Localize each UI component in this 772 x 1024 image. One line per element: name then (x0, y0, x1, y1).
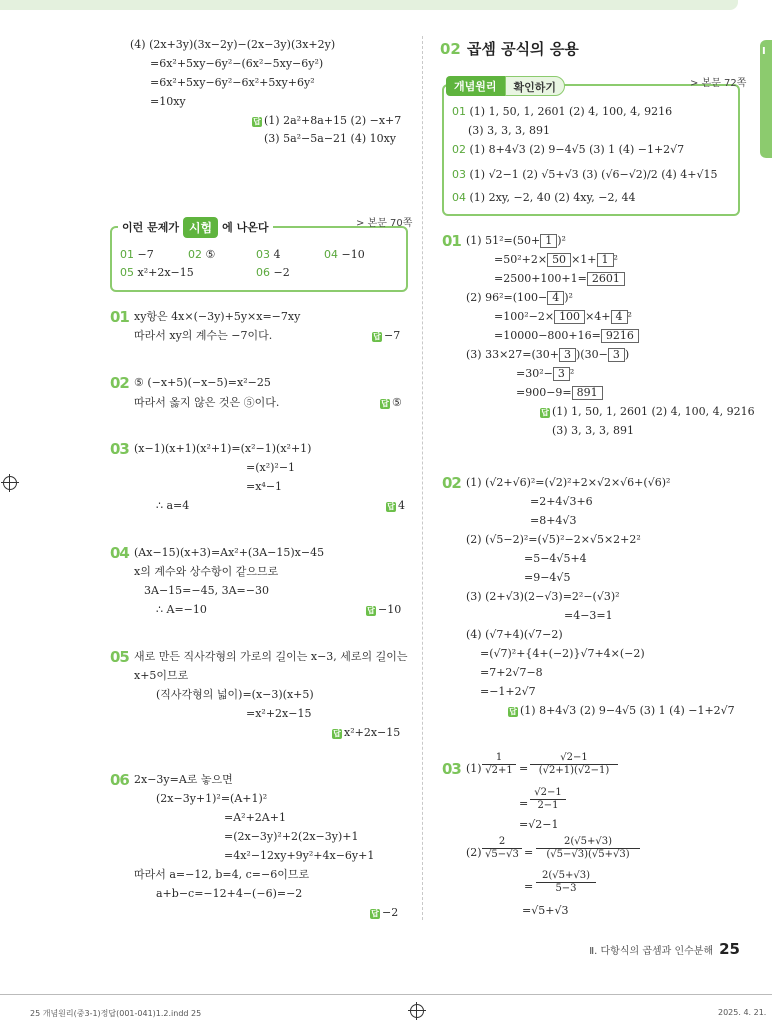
answer-badge-icon: 답 (367, 606, 375, 615)
chapter-footer: Ⅱ. 다항식의 곱셈과 인수분해 25 (589, 940, 740, 958)
q4-line: =6x²+5xy−6y²−(6x²−5xy−6y²) (150, 57, 324, 70)
crosshair-icon (410, 1004, 424, 1018)
exam-box-title: 이런 문제가 시험 에 나온다 (118, 216, 273, 238)
crosshair-icon (3, 476, 17, 490)
page-number: 25 (719, 940, 740, 958)
q4-line: =10xy (150, 95, 186, 108)
q4-line: (4) (2x+3y)(3x−2y)−(2x−3y)(3x+2y) (130, 38, 336, 51)
page-reference: > 본문 70쪽 (356, 218, 413, 229)
answer-badge-icon: 답 (381, 399, 389, 408)
column-divider (422, 36, 423, 920)
answer-badge-icon: 답 (373, 332, 381, 341)
answer-badge-icon: 답 (253, 117, 261, 126)
page-reference: > 본문 72쪽 (690, 78, 747, 89)
print-date: 2025. 4. 21. (718, 1008, 767, 1017)
concept-box-title: 개념원리 확인하기 (446, 76, 565, 96)
print-filename: 25 개념원리(중3-1)정답(001-041)1.2.indd 25 (30, 1009, 202, 1018)
answer-badge-icon: 답 (541, 408, 549, 417)
section-title: 02 곱셈 공식의 응용 (440, 40, 579, 58)
trim-line (0, 994, 772, 995)
answer-line: (3) 5a²−5a−21 (4) 10xy (264, 132, 397, 145)
chapter-side-tab: I (760, 40, 772, 158)
answer-badge-icon: 답 (371, 909, 379, 918)
q4-line: =6x²+5xy−6y²−6x²+5xy+6y² (150, 76, 315, 89)
answer-badge-icon: 답 (387, 502, 395, 511)
answer-badge-icon: 답 (333, 729, 341, 738)
top-color-band (0, 0, 738, 10)
answer-line: 답 (1) 2a²+8a+15 (2) −x+7 (253, 114, 402, 127)
answer-badge-icon: 답 (509, 707, 517, 716)
